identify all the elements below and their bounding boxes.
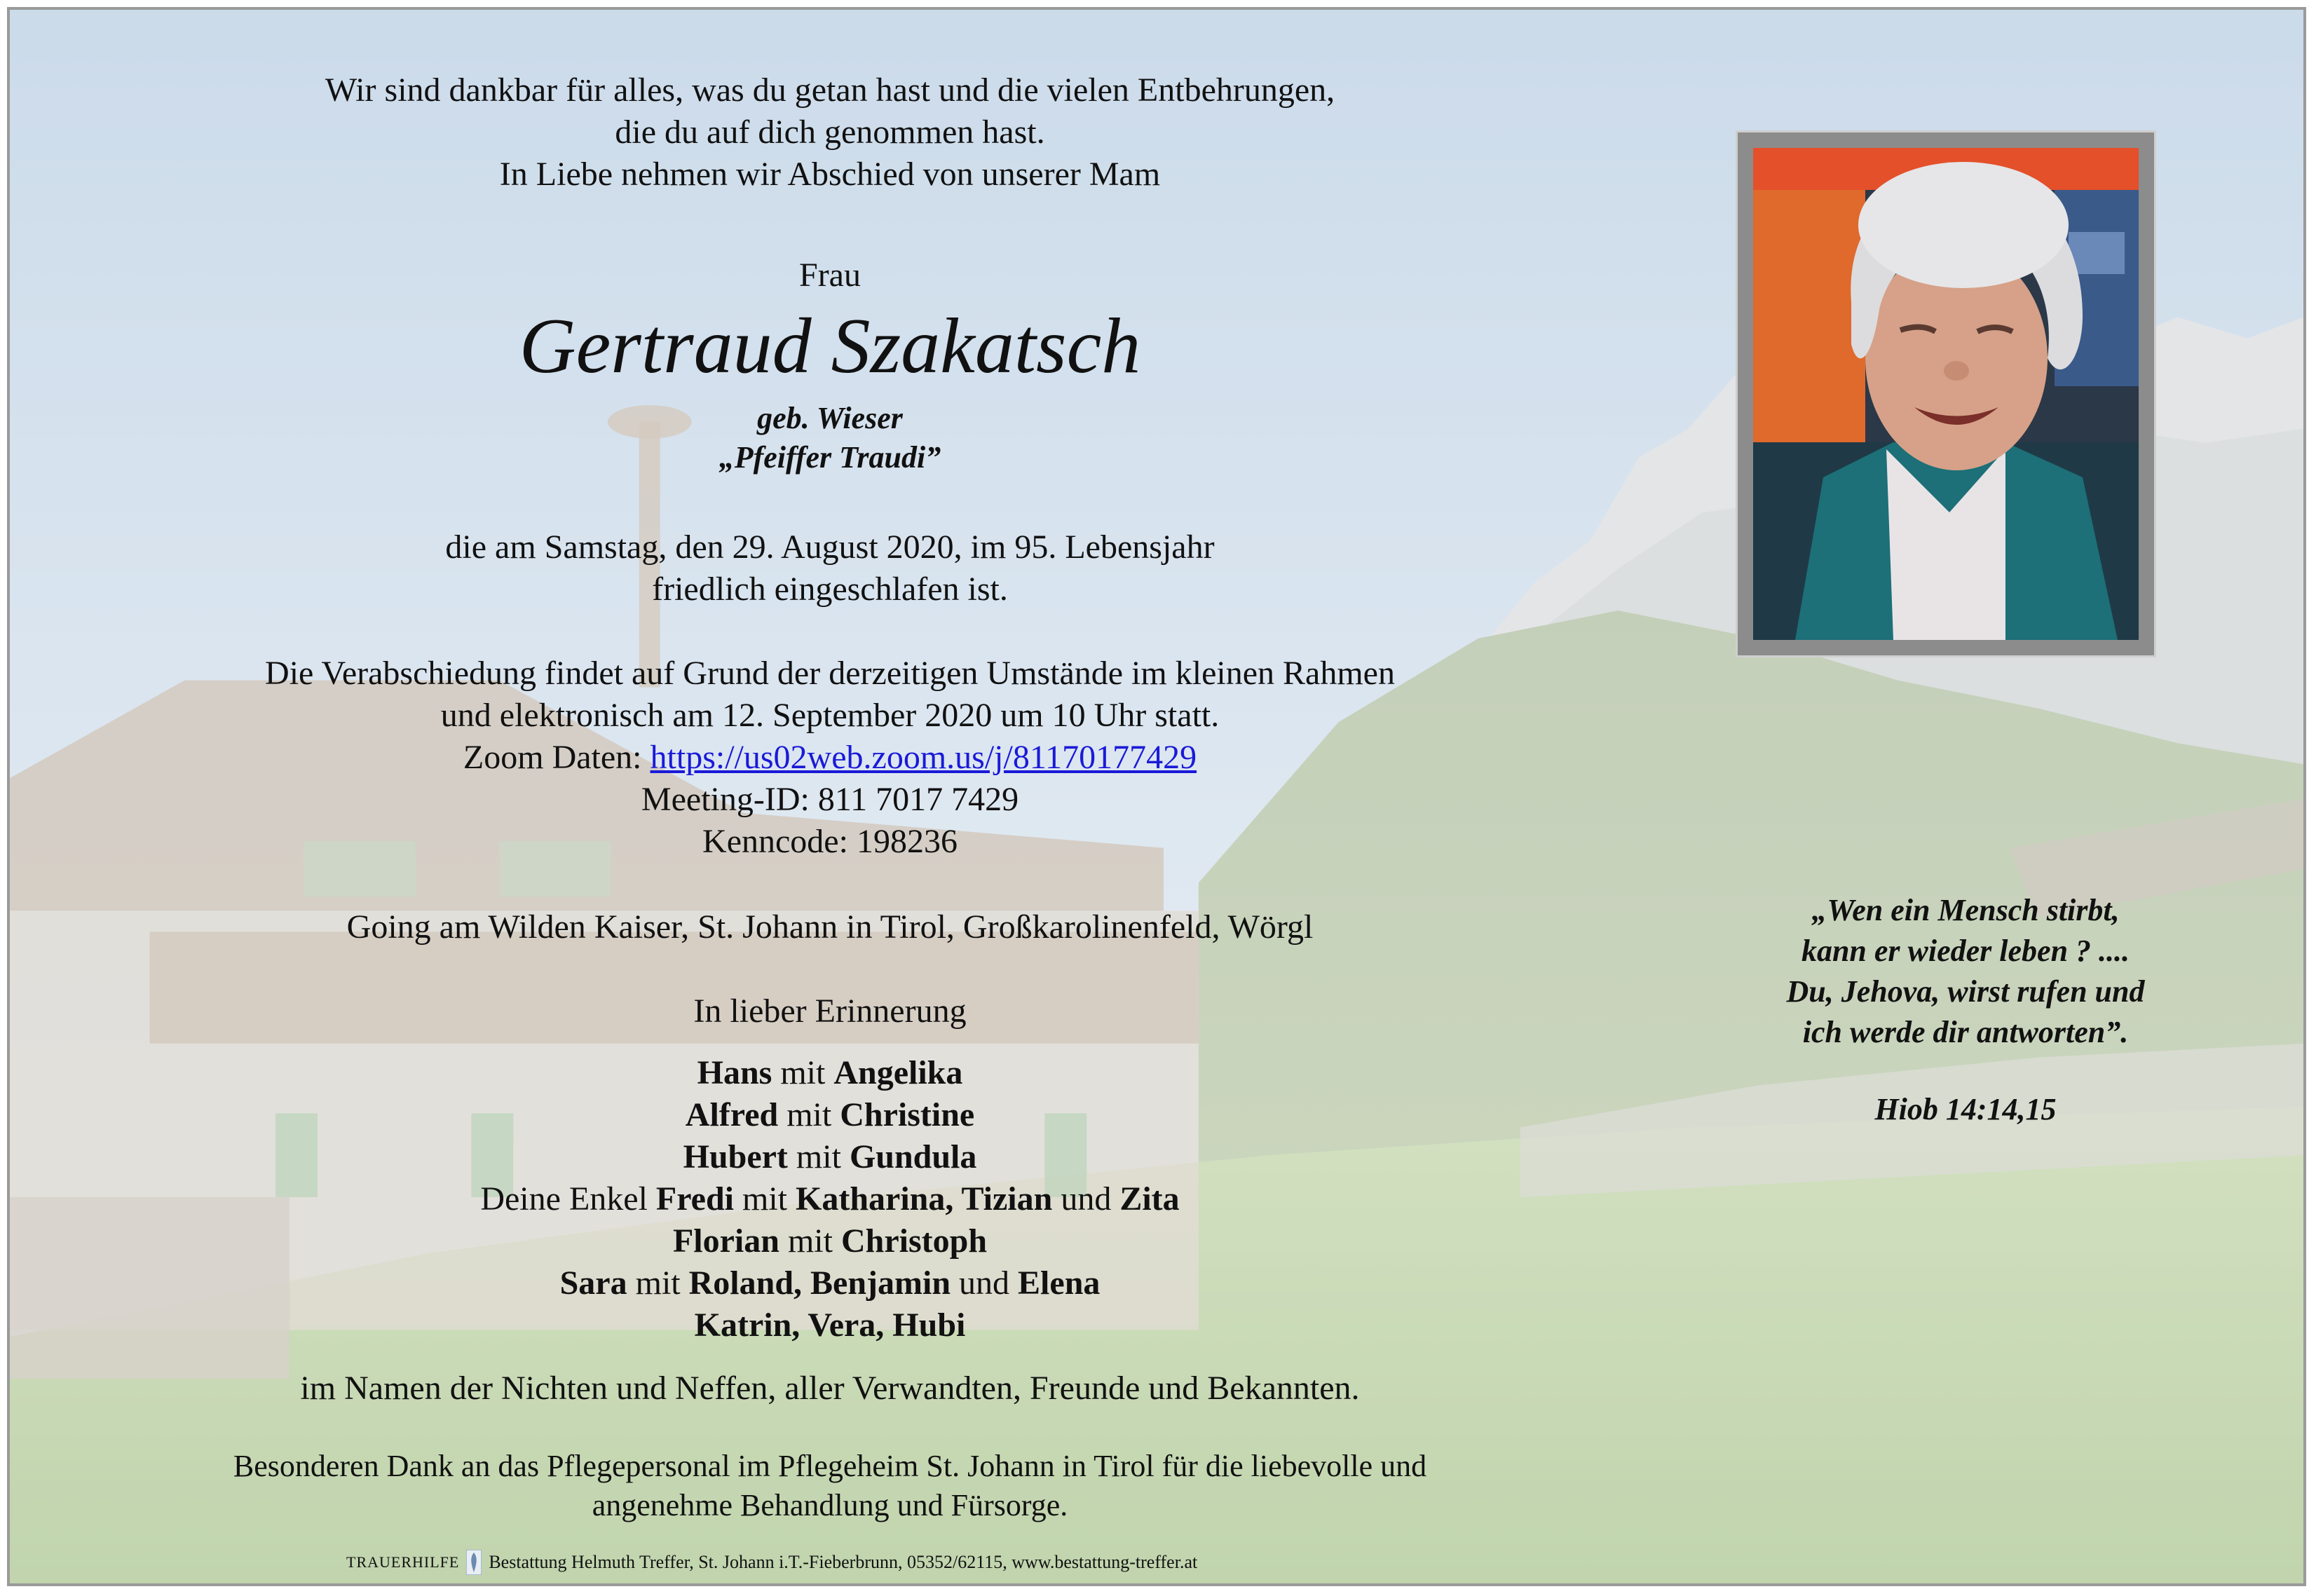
family-name: Fredi	[655, 1180, 734, 1218]
quote-line-2: kann er wieder leben ? ....	[1801, 934, 2130, 968]
footer-brand: TRAUERHILFE	[346, 1553, 460, 1571]
family-name: Hans	[697, 1054, 772, 1091]
family-name: Christine	[840, 1096, 975, 1133]
connector: mit	[772, 1054, 834, 1091]
intro-line-2: die du auf dich genommen hast.	[615, 114, 1045, 151]
quote-source: Hiob 14:14,15	[1874, 1092, 2057, 1126]
thanks-line-1: Besonderen Dank an das Pflegepersonal im Pflegeheim St. Johann in Tirol für die liebevolle und	[233, 1449, 1427, 1483]
family-name: Sara	[559, 1264, 627, 1302]
family-name: Florian	[672, 1222, 779, 1260]
family-name: Roland, Benjamin	[688, 1264, 951, 1302]
zoom-line	[94, 737, 1566, 778]
family-name: Elena	[1018, 1264, 1101, 1302]
quote-line-3: Du, Jehova, wirst rufen und	[1786, 974, 2145, 1009]
main-text-column	[94, 10, 1566, 1583]
connector: und	[1052, 1180, 1120, 1218]
deceased-name: Gertraud Szakatsch	[519, 303, 1141, 390]
family-name: Christoph	[840, 1222, 988, 1260]
intro-line-1: Wir sind dankbar für alles, was du getan hast und die vielen Entbehrungen,	[325, 71, 1335, 109]
family-name: Alfred	[685, 1096, 779, 1133]
family-row-6	[94, 1263, 1566, 1304]
connector: und	[951, 1264, 1019, 1302]
family-row-5	[94, 1221, 1566, 1262]
family-name: Katrin, Vera, Hubi	[694, 1307, 966, 1344]
family-name: Hubert	[683, 1138, 788, 1175]
footer	[346, 1548, 1197, 1576]
family-name: Zita	[1119, 1180, 1180, 1218]
family-name: Angelika	[833, 1054, 963, 1091]
salutation: Frau	[799, 257, 861, 294]
relatives-line: im Namen der Nichten und Neffen, aller Verwandten, Freunde und Bekannten.	[300, 1370, 1360, 1407]
nickname: „Pfeiffer Traudi”	[718, 440, 941, 475]
family-row-2	[94, 1095, 1566, 1135]
quote-line-4: ich werde dir antworten”.	[1802, 1015, 2129, 1049]
family-name: Katharina, Tizian	[796, 1180, 1053, 1218]
footer-text: Bestattung Helmuth Treffer, St. Johann i.T.-Fieberbrunn, 05352/62115, www.bestattung-treffer.at	[489, 1552, 1198, 1572]
connector: mit	[779, 1222, 841, 1260]
thanks-line-2: angenehme Behandlung und Fürsorge.	[592, 1488, 1068, 1522]
bible-quote	[1713, 10, 2218, 1583]
farewell-line-1: Die Verabschiedung findet auf Grund der derzeitigen Umstände im kleinen Rahmen	[265, 655, 1395, 692]
farewell-line-2: und elektronisch am 12. September 2020 um 10 Uhr statt.	[440, 697, 1220, 734]
meeting-id: Meeting-ID: 811 7017 7429	[641, 781, 1019, 818]
passcode: Kenncode: 198236	[702, 823, 958, 860]
obituary-card	[7, 7, 2306, 1586]
birth-name: geb. Wieser	[757, 401, 903, 435]
death-line-1: die am Samstag, den 29. August 2020, im 95. Lebensjahr	[445, 528, 1215, 566]
family-row-4	[94, 1179, 1566, 1220]
connector: mit	[787, 1138, 850, 1175]
death-line-2: friedlich eingeschlafen ist.	[652, 571, 1008, 608]
intro-line-3: In Liebe nehmen wir Abschied von unserer Mam	[499, 156, 1161, 193]
connector: mit	[627, 1264, 689, 1302]
connector: mit	[734, 1180, 796, 1218]
connector: Deine Enkel	[480, 1180, 656, 1218]
zoom-label: Zoom Daten:	[463, 739, 650, 776]
memory-heading: In lieber Erinnerung	[693, 993, 967, 1030]
family-name: Gundula	[849, 1138, 977, 1175]
family-row-7	[94, 1305, 1566, 1346]
connector: mit	[778, 1096, 840, 1133]
zoom-link[interactable]: https://us02web.zoom.us/j/81170177429	[650, 739, 1197, 776]
family-row-1	[94, 1053, 1566, 1093]
family-row-3	[94, 1137, 1566, 1178]
quote-line-1: „Wen ein Mensch stirbt,	[1811, 893, 2120, 927]
funeral-logo-icon	[466, 1550, 482, 1575]
places: Going am Wilden Kaiser, St. Johann in Tirol, Großkarolinenfeld, Wörgl	[346, 908, 1314, 946]
